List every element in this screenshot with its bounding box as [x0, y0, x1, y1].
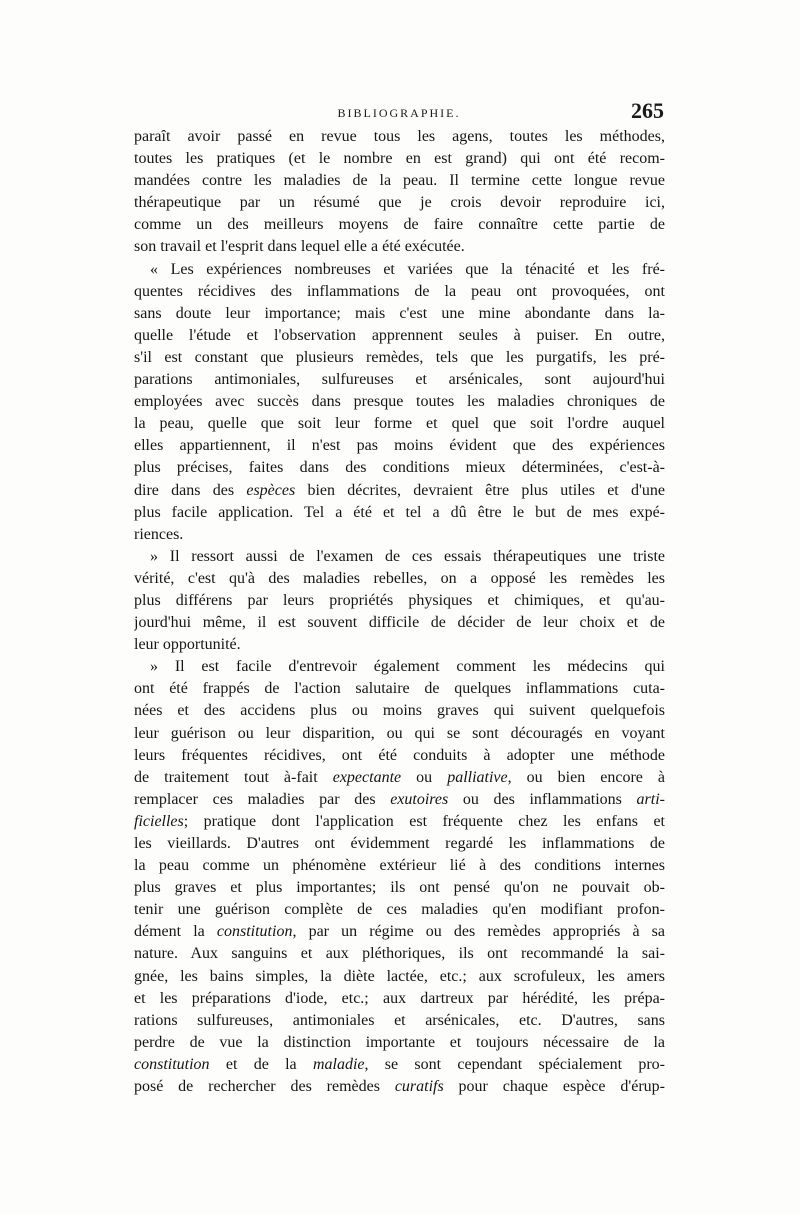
page-header [134, 98, 664, 122]
text-line: parations antimoniales, sulfureuses et arsénicales, sont aujourd'hui [134, 371, 665, 389]
text-line: paraît avoir passé en revue tous les agens, toutes les méthodes, [134, 128, 665, 145]
text-line: constitution et de la maladie, se sont cependant spécialement pro- [134, 1055, 665, 1073]
text-line: leur opportunité. [134, 636, 241, 654]
text-line: posé de rechercher des remèdes curatifs pour chaque espèce d'érup- [134, 1078, 665, 1096]
text-line: leurs fréquentes récidives, ont été conduits à adopter une méthode [134, 746, 665, 764]
text-line: s'il est constant que plusieurs remèdes, tels que les purgatifs, les pré- [134, 348, 665, 366]
text-line: et les préparations d'iode, etc.; aux dartreux par hérédité, les prépa- [134, 989, 665, 1007]
text-line: tenir une guérison complète de ces maladies qu'en modifiant profon- [134, 901, 665, 919]
text-line: riences. [134, 525, 184, 543]
running-head: BIBLIOGRAPHIE. [337, 106, 461, 120]
text-line: rations sulfureuses, antimoniales et arsénicales, etc. D'autres, sans [134, 1011, 665, 1029]
text-line: remplacer ces maladies par des exutoires ou des inflammations arti- [134, 790, 665, 808]
text-line: plus différens par leurs propriétés physiques et chimiques, et qu'au- [134, 591, 665, 609]
text-line: toutes les pratiques (et le nombre en est grand) qui ont été recom- [134, 150, 665, 168]
text-line: « Les expériences nombreuses et variées que la ténacité et les fré- [150, 260, 665, 278]
text-line: nées et des accidens plus ou moins graves qui suivent quelquefois [134, 702, 665, 720]
text-line: jourd'hui même, il est souvent difficile de décider de leur choix et de [134, 614, 665, 632]
text-line: nature. Aux sanguins et aux pléthoriques, ils ont recommandé la sai- [134, 945, 665, 963]
text-line: la peau comme un phénomène extérieur lié à des conditions internes [134, 857, 665, 875]
text-line: quelle l'étude et l'observation apprennent seules à puiser. En outre, [134, 326, 665, 344]
text-line: employées avec succès dans presque toutes les maladies chroniques de [134, 393, 665, 411]
page-number: 265 [631, 98, 664, 123]
body-text [134, 126, 665, 1098]
text-line: plus précises, faites dans des conditions mieux déterminées, c'est-à- [134, 459, 665, 477]
text-line: comme un des meilleurs moyens de faire connaître cette partie de [134, 216, 665, 234]
text-line: plus facile application. Tel a été et tel a dû être le but de mes expé- [134, 503, 665, 521]
text-line: mandées contre les maladies de la peau. Il termine cette longue revue [134, 172, 665, 190]
text-line: » Il est facile d'entrevoir également comment les médecins qui [150, 658, 665, 676]
text-line: thérapeutique par un résumé que je crois devoir reproduire ici, [134, 194, 665, 212]
text-line: la peau, quelle que soit leur forme et quel que soit l'ordre auquel [134, 415, 665, 433]
text-line: » Il ressort aussi de l'examen de ces essais thérapeutiques une triste [150, 547, 665, 565]
text-line: dire dans des espèces bien décrites, devraient être plus utiles et d'une [134, 481, 665, 499]
text-line: ficielles; pratique dont l'application est fréquente chez les enfans et [134, 812, 665, 830]
text-line: leur guérison ou leur disparition, ou qui se sont découragés en voyant [134, 724, 665, 742]
text-line: dément la constitution, par un régime ou des remèdes appropriés à sa [134, 923, 665, 941]
text-line: perdre de vue la distinction importante et toujours nécessaire de la [134, 1033, 665, 1051]
text-line: elles appartiennent, il n'est pas moins évident que des expériences [134, 437, 665, 455]
text-line: son travail et l'esprit dans lequel elle a été exécutée. [134, 238, 465, 256]
text-line: de traitement tout à-fait expectante ou palliative, ou bien encore à [134, 768, 665, 786]
text-line: plus graves et plus importantes; ils ont pensé qu'on ne pouvait ob- [134, 879, 665, 897]
text-line: vérité, c'est qu'à des maladies rebelles, on a opposé les remèdes les [134, 569, 665, 587]
text-line: sans doute leur importance; mais c'est une mine abondante dans la- [134, 304, 665, 322]
text-line: quentes récidives des inflammations de la peau ont provoquées, ont [134, 282, 665, 300]
text-line: gnée, les bains simples, la diète lactée, etc.; aux scrofuleux, les amers [134, 967, 665, 985]
text-line: les vieillards. D'autres ont évidemment regardé les inflammations de [134, 835, 665, 852]
text-line: ont été frappés de l'action salutaire de quelques inflammations cuta- [134, 680, 665, 698]
